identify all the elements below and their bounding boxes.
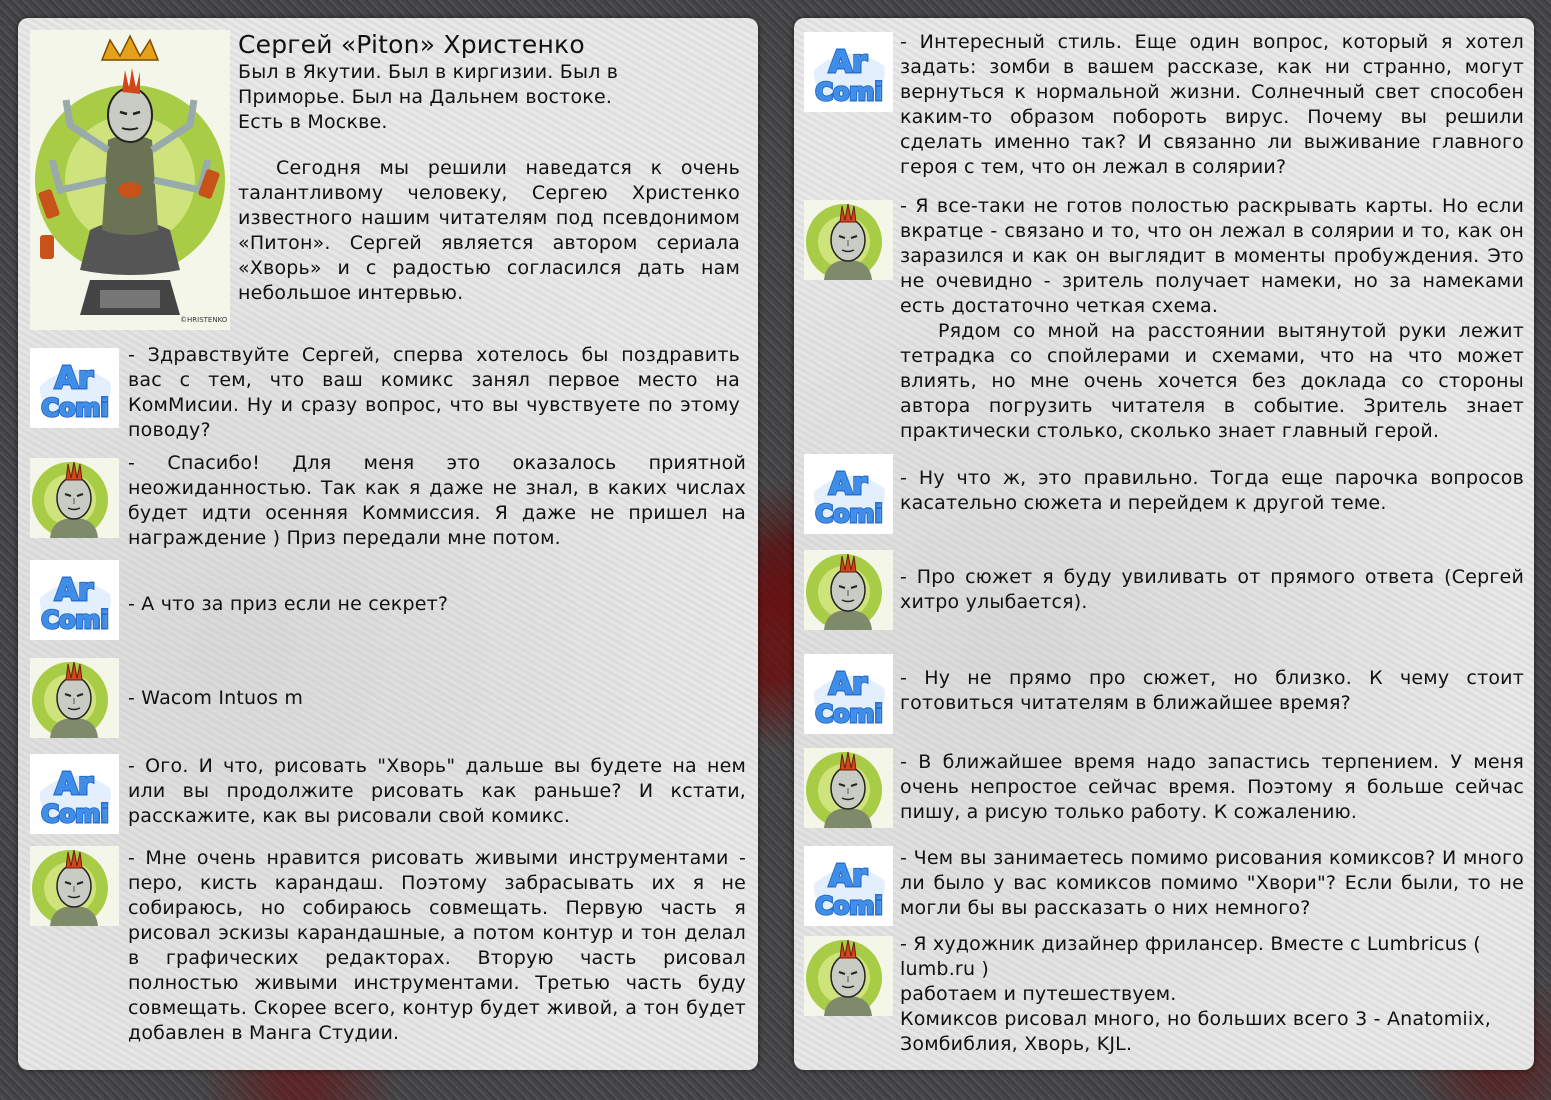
author-bio: Был в Якутии. Был в киргизии. Был в Приморье. Был на Дальнем востоке. Есть в Москве. — [238, 61, 619, 133]
sergey-avatar — [804, 200, 893, 280]
sergey-avatar — [804, 550, 893, 630]
dialog-entry — [900, 466, 1524, 516]
right-page-panel — [794, 18, 1534, 1070]
answer-text: - В ближайшее время надо запастись терпением. У меня очень непростое сейчас время. Поэтому я больше сейчас пишу, а рисую только работу. К сожалению. — [900, 751, 1524, 823]
question-text: - Ну не прямо про сюжет, но близко. К чему стоит готовиться читателям в ближайшее время? — [900, 667, 1524, 714]
left-page-panel — [18, 18, 758, 1070]
author-portrait-illustration — [30, 30, 230, 330]
question-text: - Интересный стиль. Еще один вопрос, который я хотел задать: зомби в вашем рассказе, как ни странно, могут вернуться к нормальной жизни. Солнечный свет способен каким-то образом побороть вирус. Почему вы решили сделать именно так? И связанно ли выживание главного героя с тем, что он лежал в солярии? — [900, 31, 1524, 178]
answer-text-line3: Комиксов рисовал много, но больших всего 3 - Anatomiix, Зомбиблия, Хворь, KJL. — [900, 1008, 1492, 1055]
answer-text-continued: Рядом со мной на расстоянии вытянутой руки лежит тетрадка со спойлерами и схемами, что на что может влиять, но мне очень хочется без доклада со стороны автора погрузить читателя в событие. Зритель знает практически столько, сколько знает главный герой. — [900, 320, 1524, 442]
sergey-avatar — [30, 846, 119, 926]
question-text: - Чем вы занимаетесь помимо рисования комиксов? И много ли было у вас комиксов помимо "Хвори"? Если были, то не могли бы вы рассказать о них немного? — [900, 847, 1524, 919]
question-text: - Здравствуйте Сергей, сперва хотелось бы поздравить вас с тем, что ваш комикс занял первое место на КомМисии. Ну и сразу вопрос, что вы чувствуете по этому поводу? — [128, 344, 740, 441]
artcomic-logo-avatar — [804, 454, 893, 534]
question-text: - Ну что ж, это правильно. Тогда еще парочка вопросов касательно сюжета и перейдем к другой теме. — [900, 467, 1524, 514]
dialog-entry — [900, 932, 1524, 1057]
sergey-avatar — [30, 658, 119, 738]
dialog-entry — [900, 565, 1524, 615]
answer-text: - Мне очень нравится рисовать живыми инструментами - перо, кисть карандаш. Поэтому забрасывать их я не собираюсь, но собираюсь совмещать. Первую часть я рисовал эскизы карандашные, а потом контур и тон делал в графических редакторах. Вторую часть рисовал полностью живыми инструментами. Третью часть буду совмещать. Скорее всего, контур будет живой, а тон будет добавлен в Манга Студии. — [128, 847, 746, 1044]
answer-text: - Wacom Intuos m — [128, 687, 304, 709]
sergey-avatar — [804, 936, 893, 1016]
dialog-entry — [900, 750, 1524, 825]
intro-paragraph — [238, 156, 740, 306]
answer-text: - Спасибо! Для меня это оказалось приятной неожиданностью. Так как я даже не знал, в каких числах будет идти осенняя Коммиссия. Я даже не пришел на награждение ) Приз передали мне потом. — [128, 452, 746, 549]
artcomic-logo-avatar — [30, 754, 119, 834]
dialog-entry — [128, 754, 746, 829]
dialog-entry — [128, 686, 740, 711]
sergey-avatar — [30, 458, 119, 538]
dialog-entry — [900, 666, 1524, 716]
author-header — [238, 30, 738, 135]
answer-text: - Я все-таки не готов полостью раскрывать карты. Но если вкратце - связано и то, что он лежал в солярии и то, как он заразился и как он выглядит в моменты пробуждения. Это не очевидно - зритель получает намеки, но за намеками есть достаточно четкая схема. — [900, 195, 1524, 317]
dialog-entry — [900, 194, 1524, 444]
artcomic-logo-avatar — [804, 654, 893, 734]
artcomic-logo-avatar — [804, 846, 893, 926]
question-text: - А что за приз если не секрет? — [128, 593, 449, 615]
intro-text: Сегодня мы решили наведатся к очень талантливому человеку, Сергею Христенко известного нашим читателям под псевдонимом «Питон». Сергей является автором сериала «Хворь» и с радостью согласился дать нам небольшое интервью. — [238, 157, 740, 304]
dialog-entry — [128, 846, 746, 1046]
dialog-entry — [128, 592, 740, 617]
dialog-entry — [128, 343, 740, 443]
question-text: - Ого. И что, рисовать "Хворь" дальше вы будете на нем или вы продолжите рисовать как раньше? И кстати, расскажите, как вы рисовали свой комикс. — [128, 755, 746, 827]
answer-text: - Я художник дизайнер фрилансер. Вместе с Lumbricus ( lumb.ru ) — [900, 933, 1481, 980]
artcomic-logo-avatar — [30, 560, 119, 640]
artcomic-logo-avatar — [804, 32, 893, 112]
answer-text: - Про сюжет я буду увиливать от прямого ответа (Сергей хитро улыбается). — [900, 566, 1524, 613]
answer-text-line2: работаем и путешествуем. — [900, 983, 1177, 1005]
dialog-entry — [128, 451, 746, 551]
artcomic-logo-avatar — [30, 348, 119, 428]
portrait-signature: ©HRISTENKO — [180, 316, 228, 324]
author-name: Сергей «Piton» Христенко — [238, 30, 585, 59]
dialog-entry — [900, 30, 1524, 180]
sergey-avatar — [804, 748, 893, 828]
dialog-entry — [900, 846, 1524, 921]
